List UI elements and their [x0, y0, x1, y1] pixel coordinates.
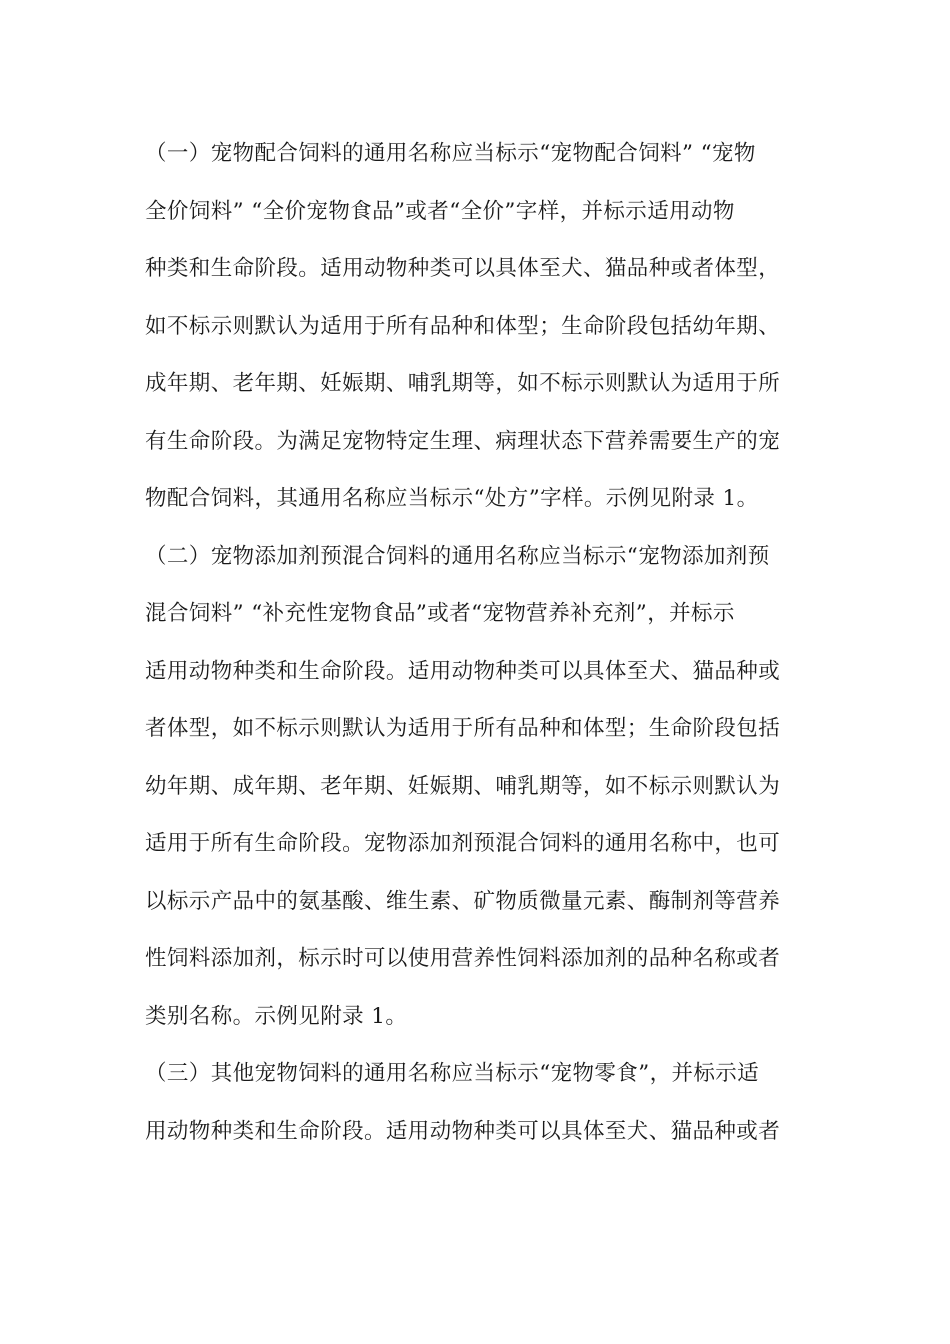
text-line: 以标示产品中的氨基酸、维生素、矿物质微量元素、酶制剂等营养 — [145, 888, 781, 914]
document-body — [145, 125, 805, 1160]
paragraph — [145, 125, 805, 528]
text-line: 成年期、老年期、妊娠期、哺乳期等，如不标示则默认为适用于所 — [145, 371, 781, 396]
text-line: 幼年期、成年期、老年期、妊娠期、哺乳期等，如不标示则默认为 — [145, 773, 781, 799]
paragraph — [145, 1045, 805, 1160]
text-line: （三）其他宠物饲料的通用名称应当标示“宠物零食”，并标示适 — [145, 1061, 760, 1086]
text-line: （二）宠物添加剂预混合饲料的通用名称应当标示“宠物添加剂预 — [145, 543, 770, 569]
text-line: 性饲料添加剂，标示时可以使用营养性饲料添加剂的品种名称或者 — [145, 946, 781, 971]
text-line: 如不标示则默认为适用于所有品种和体型；生命阶段包括幼年期、 — [145, 313, 781, 339]
text-line: 类别名称。示例见附录 1。 — [145, 1003, 408, 1029]
text-line: 用动物种类和生命阶段。适用动物种类可以具体至犬、猫品种或者 — [145, 1118, 781, 1144]
text-line: 种类和生命阶段。适用动物种类可以具体至犬、猫品种或者体型， — [145, 256, 781, 281]
text-line: 混合饲料” “补充性宠物食品”或者“宠物营养补充剂”，并标示 — [145, 601, 735, 626]
text-line: 全价饲料” “全价宠物食品”或者“全价”字样，并标示适用动物 — [145, 198, 735, 224]
text-line: 者体型，如不标示则默认为适用于所有品种和体型；生命阶段包括 — [145, 716, 781, 741]
text-line: 有生命阶段。为满足宠物特定生理、病理状态下营养需要生产的宠 — [145, 428, 781, 454]
text-line: （一）宠物配合饲料的通用名称应当标示“宠物配合饲料” “宠物 — [145, 141, 756, 166]
text-line: 适用于所有生命阶段。宠物添加剂预混合饲料的通用名称中，也可 — [145, 831, 781, 856]
paragraph — [145, 528, 805, 1046]
text-line: 物配合饲料，其通用名称应当标示“处方”字样。示例见附录 1。 — [145, 486, 759, 511]
text-line: 适用动物种类和生命阶段。适用动物种类可以具体至犬、猫品种或 — [145, 658, 781, 684]
